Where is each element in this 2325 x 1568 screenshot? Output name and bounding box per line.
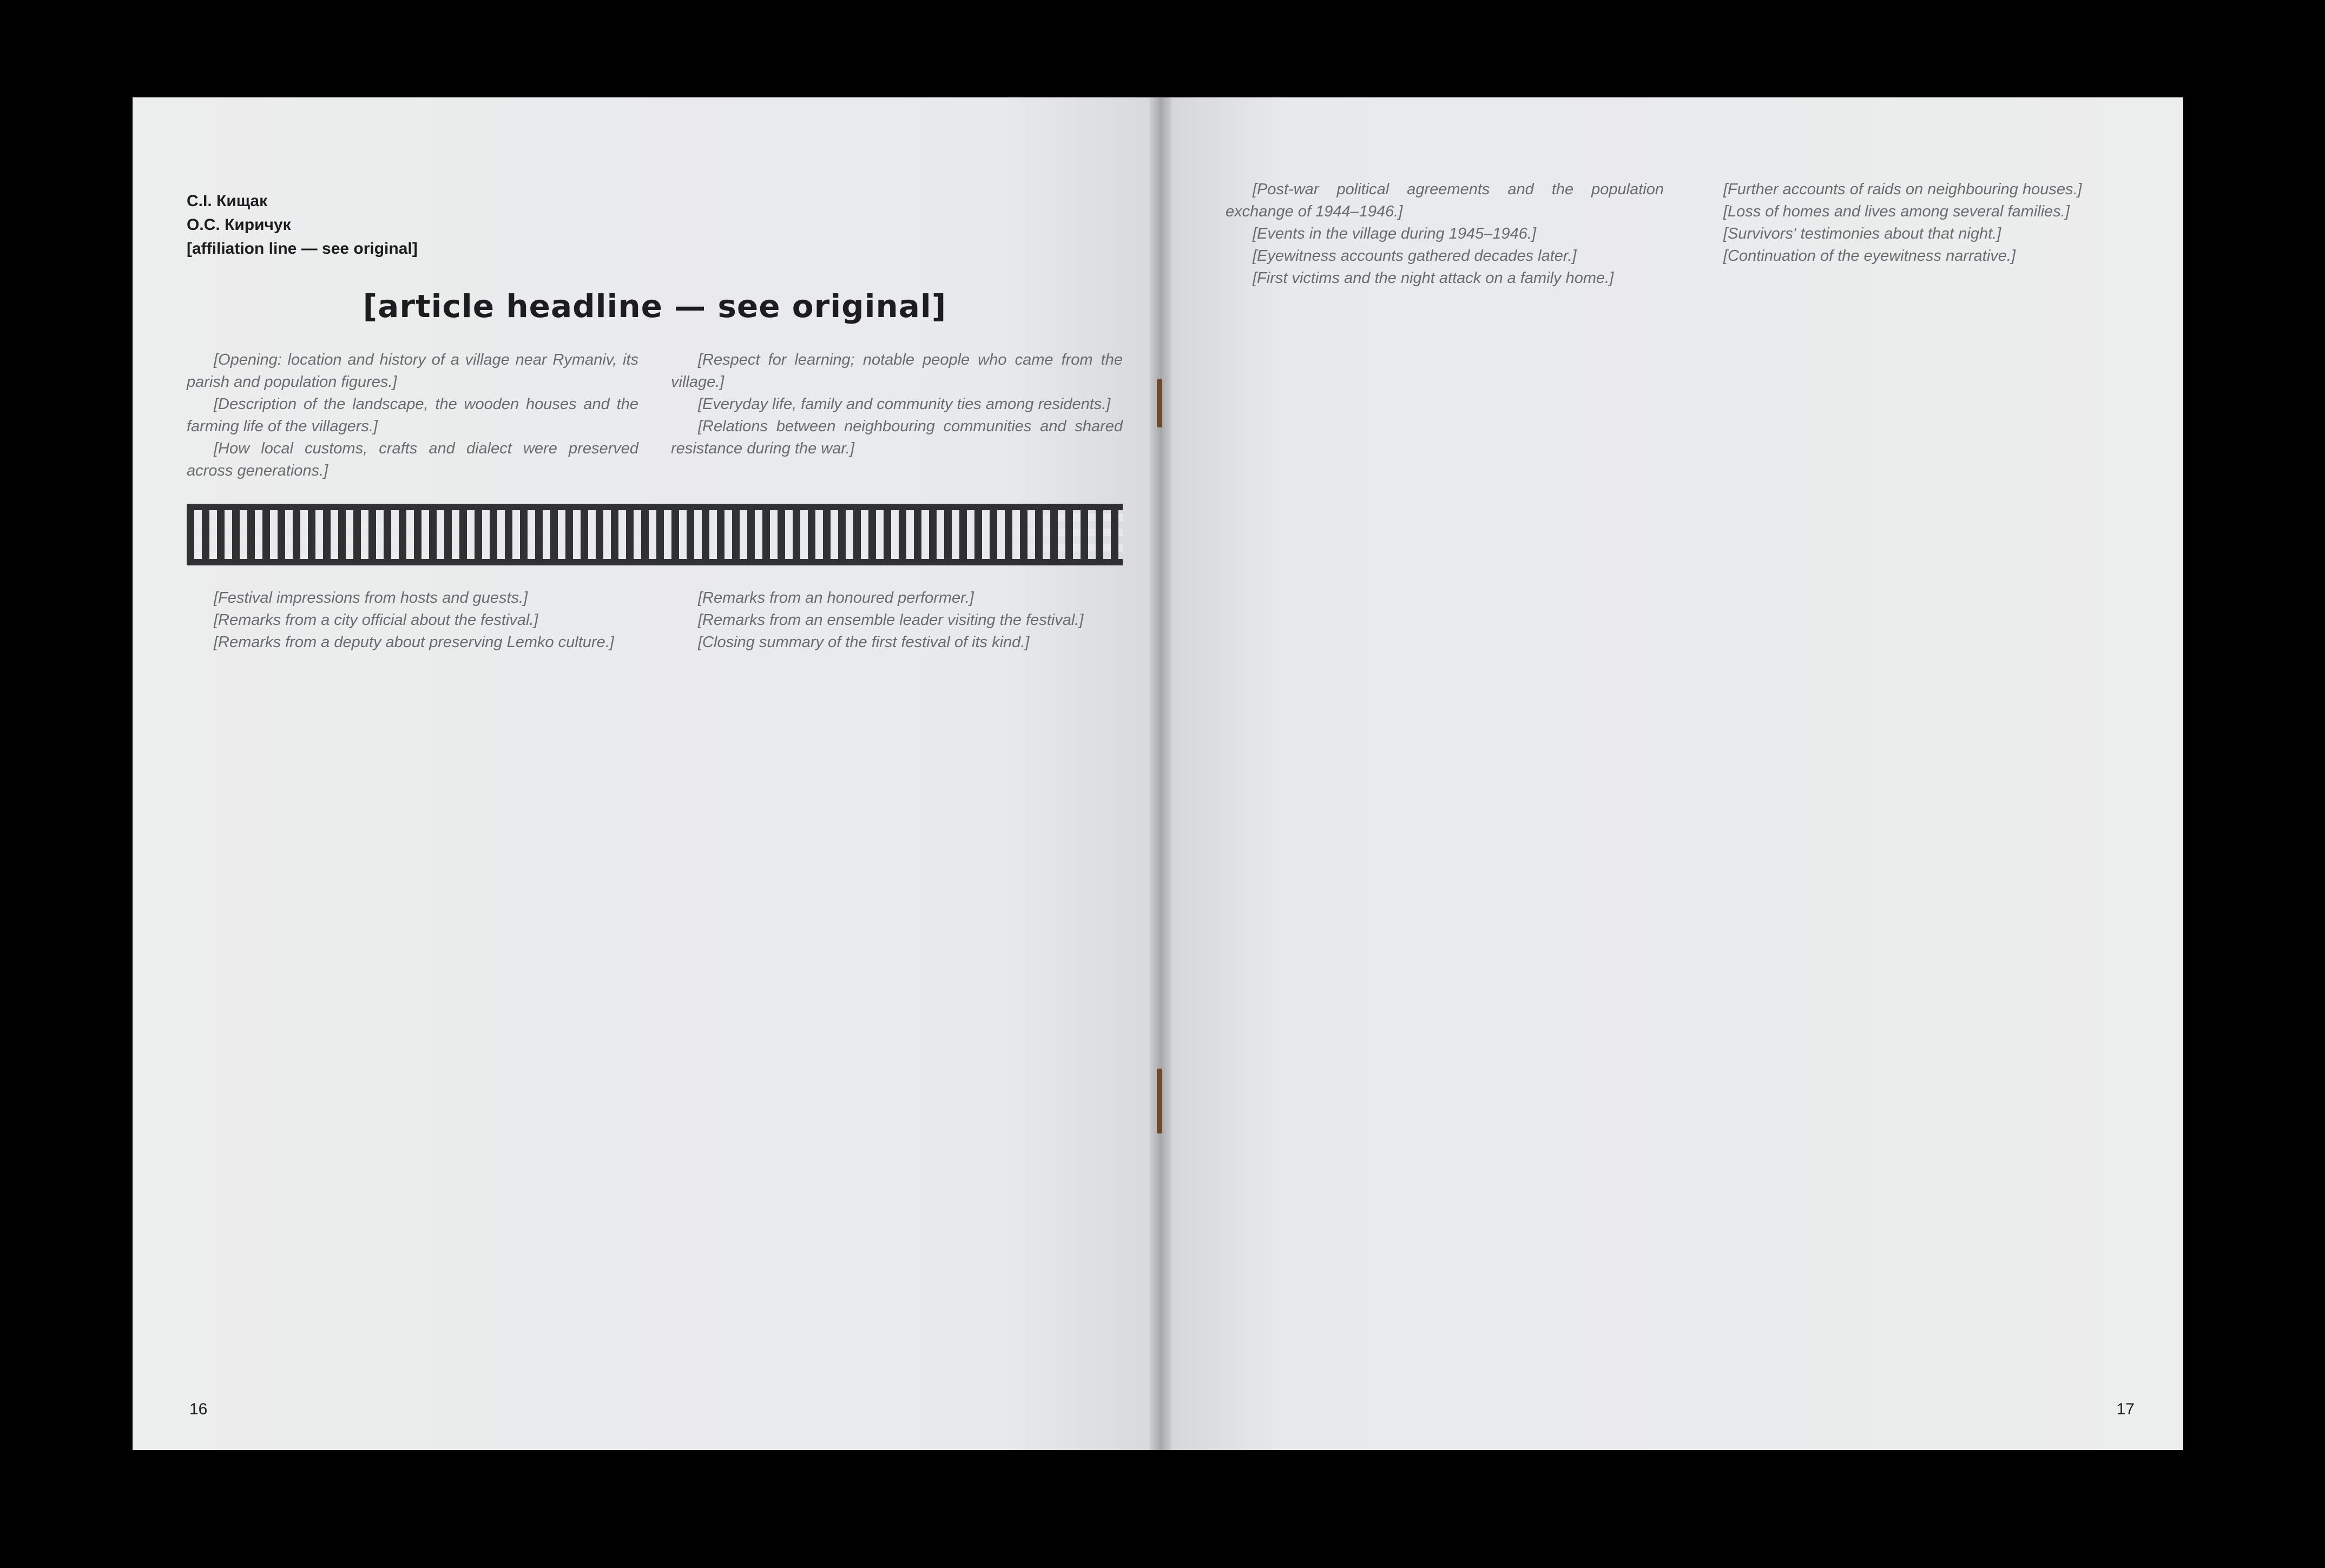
column-5 xyxy=(1226,179,1664,289)
paragraph: [Loss of homes and lives among several families.] xyxy=(1723,203,2070,220)
embroidery-ornament-band xyxy=(187,504,1123,565)
paragraph: [Description of the landscape, the wooden houses and the farming life of the villagers.] xyxy=(187,396,638,435)
column-3 xyxy=(187,587,638,654)
paragraph: [Everyday life, family and community ties among residents.] xyxy=(698,396,1111,413)
paragraph: [Opening: location and history of a village near Rymaniv, its parish and population figures.] xyxy=(187,351,638,391)
staple-bottom xyxy=(1157,1069,1162,1134)
paragraph: [Remarks from an ensemble leader visiting the festival.] xyxy=(698,611,1084,629)
paragraph: [Remarks from a deputy about preserving Lemko culture.] xyxy=(214,634,614,651)
column-6 xyxy=(1696,179,2135,289)
author-2: О.С. Киричук xyxy=(187,216,291,234)
paragraph: [Remarks from a city official about the festival.] xyxy=(214,611,538,629)
binding-gutter xyxy=(1150,97,1171,1450)
column-1 xyxy=(187,349,638,482)
page-number-right: 17 xyxy=(2116,1400,2135,1418)
top-columns xyxy=(187,349,1123,482)
page-number-left: 16 xyxy=(189,1400,208,1418)
paragraph: [Eyewitness accounts gathered decades later.] xyxy=(1253,247,1577,265)
paragraph: [Festival impressions from hosts and guests.] xyxy=(214,589,528,607)
author-1: С.І. Кищак xyxy=(187,192,268,210)
paragraph: [Remarks from an honoured performer.] xyxy=(698,589,974,607)
booklet-spread xyxy=(133,97,2183,1450)
affiliation: [affiliation line — see original] xyxy=(187,240,418,258)
paragraph: [Post-war political agreements and the population exchange of 1944–1946.] xyxy=(1226,181,1664,220)
column-2 xyxy=(671,349,1123,482)
right-page xyxy=(1161,97,2183,1450)
paragraph: [Continuation of the eyewitness narrative.] xyxy=(1723,247,2016,265)
paragraph: [First victims and the night attack on a family home.] xyxy=(1253,269,1614,287)
paragraph: [Events in the village during 1945–1946.] xyxy=(1253,225,1536,242)
paragraph: [Closing summary of the first festival of its kind.] xyxy=(698,634,1030,651)
column-4 xyxy=(671,587,1123,654)
paragraph: [Survivors' testimonies about that night.] xyxy=(1723,225,2001,242)
paragraph: [How local customs, crafts and dialect were preserved across generations.] xyxy=(187,440,638,479)
left-page xyxy=(133,97,1161,1450)
paragraph: [Further accounts of raids on neighbouring houses.] xyxy=(1723,181,2082,198)
bottom-columns xyxy=(187,587,1123,654)
right-columns xyxy=(1226,179,2135,289)
staple-top xyxy=(1157,379,1162,427)
author-block xyxy=(187,189,1123,261)
article-headline: [article headline — see original] xyxy=(363,288,947,325)
paragraph: [Relations between neighbouring communities and shared resistance during the war.] xyxy=(671,418,1123,457)
paragraph: [Respect for learning; notable people who came from the village.] xyxy=(671,351,1123,391)
